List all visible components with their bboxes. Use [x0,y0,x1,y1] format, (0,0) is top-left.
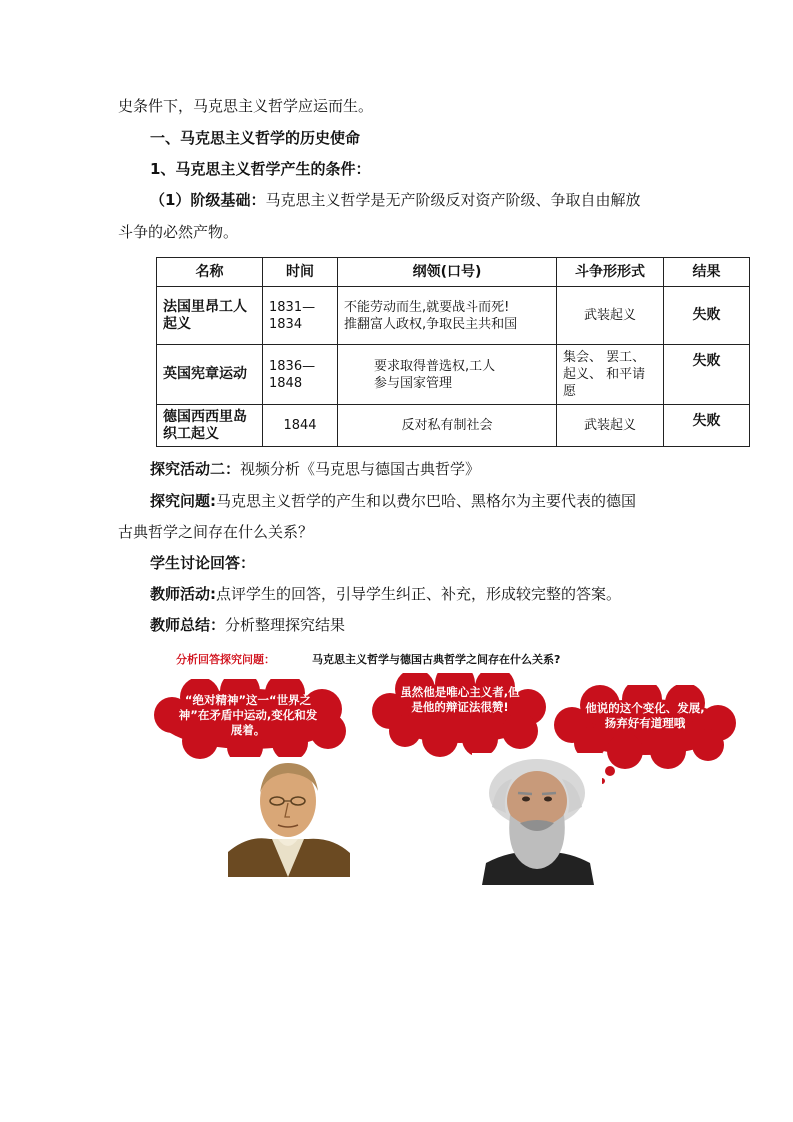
header-form: 斗争形形式 [557,258,664,287]
question-line [150,490,636,512]
cell-result: 失败 [664,405,750,447]
header-name: 名称 [157,258,263,287]
illustration-question-text: 马克思主义哲学与德国古典哲学之间存在什么关系? [312,653,561,666]
cell-form: 武装起义 [557,287,664,345]
cell-program: 要求取得普选权,工人 参与国家管理 [338,345,557,405]
question-continuation: 古典哲学之间存在什么关系？ [118,523,314,541]
header-program: 纲领(口号) [338,258,557,287]
activity-line [150,458,480,480]
question-text: 马克思主义哲学的产生和以费尔巴哈、黑格尔为主要代表的德国 [216,492,637,510]
table-row [157,287,750,345]
table-header-row [157,258,750,287]
class-basis-label: （1）阶级基础： [150,191,266,209]
header-result: 结果 [664,258,750,287]
header-time: 时间 [263,258,338,287]
bubble-text-marx-1: 虽然他是唯心主义者,但是他的辩证法很赞! [400,685,520,714]
cell-result: 失败 [664,345,750,405]
teacher-activity-line [150,583,621,605]
table-row [157,405,750,447]
bubble-text-marx-2: 他说的这个变化、发展,扬弃好有道理哦 [585,701,705,730]
cell-time: 1831— 1834 [263,287,338,345]
activity-text: 视频分析《马克思与德国古典哲学》 [240,460,481,478]
cell-name: 英国宪章运动 [157,345,263,405]
workers-movements-table [156,257,750,447]
cell-program: 不能劳动而生,就要战斗而死! 推翻富人政权,争取民主共和国 [338,287,557,345]
cell-name: 德国西西里岛 织工起义 [157,405,263,447]
teacher-activity-label: 教师活动: [150,585,216,603]
teacher-activity-text: 点评学生的回答，引导学生纠正、补充，形成较完整的答案。 [216,585,622,603]
class-basis-continuation: 斗争的必然产物。 [118,223,239,241]
section-heading: 一、马克思主义哲学的历史使命 [150,129,361,147]
class-basis-paragraph [150,189,640,211]
cell-form: 武装起义 [557,405,664,447]
teacher-summary-line [150,614,345,636]
cell-name: 法国里昂工人 起义 [157,287,263,345]
intro-line: 史条件下，马克思主义哲学应运而生。 [118,97,374,115]
question-label: 探究问题: [150,492,216,510]
cell-program: 反对私有制社会 [338,405,557,447]
table-row [157,345,750,405]
hegel-portrait [228,757,350,877]
bubble-text-hegel: “绝对精神”这一“世界之神”在矛盾中运动,变化和发展着。 [178,693,318,737]
marx-portrait [472,753,602,885]
discussion-illustration [150,645,750,890]
cell-result: 失败 [664,287,750,345]
class-basis-text: 马克思主义哲学是无产阶级反对资产阶级、争取自由解放 [265,191,641,209]
cell-form: 集会、 罢工、 起义、 和平请 愿 [557,345,664,405]
activity-label: 探究活动二： [150,460,241,478]
teacher-summary-text: 分析整理探究结果 [225,616,346,634]
cell-time: 1844 [263,405,338,447]
illustration-question-label: 分析回答探究问题： [176,653,275,666]
cell-time: 1836— 1848 [263,345,338,405]
student-discussion-label: 学生讨论回答： [150,554,256,572]
subheading: 1、马克思主义哲学产生的条件： [150,160,371,178]
teacher-summary-label: 教师总结： [150,616,226,634]
